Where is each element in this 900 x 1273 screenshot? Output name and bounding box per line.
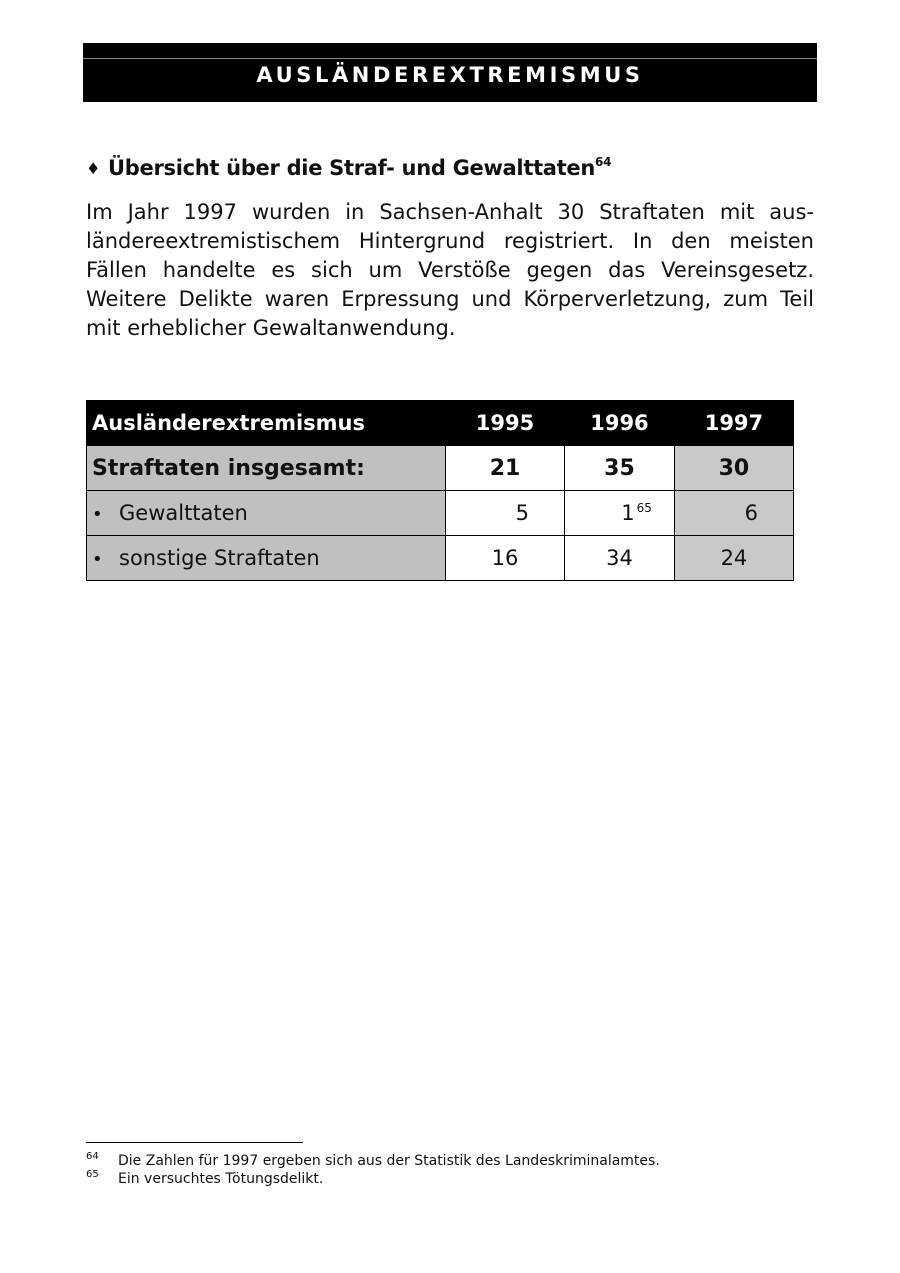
table-cell: 21 (445, 446, 564, 491)
section-heading (86, 153, 611, 184)
row-label (87, 491, 446, 536)
table-header-year: 1997 (674, 401, 793, 446)
table-cell: 16 (445, 536, 564, 581)
footnote-text: Ein versuchtes Tötungsdelikt. (118, 1171, 324, 1187)
table-cell (565, 491, 675, 536)
footnote-ref-64: 64 (595, 155, 612, 169)
row-label (87, 536, 446, 581)
body-paragraph: Im Jahr 1997 wurden in Sachsen-Anhalt 30 Straftaten mit aus-ländereextremistischem Hintergrund registriert. In den meisten Fällen handelte es sich um Verstöße gegen das Vereinsgesetz. Weitere Delikte waren Erpressung und Körperverletzung, zum Teil mit erheblicher Gewaltanwendung. (86, 200, 814, 340)
table-header-year: 1995 (445, 401, 564, 446)
row-label-text: Gewalttaten (119, 501, 248, 525)
footnote-number: 64 (86, 1151, 99, 1162)
table-cell: 30 (674, 446, 793, 491)
banner-rule (83, 58, 817, 59)
bullet-icon: • (92, 549, 103, 570)
table-cell-value: 1 (621, 501, 635, 525)
table-cell: 24 (674, 536, 793, 581)
footnote-ref-65: 65 (636, 501, 652, 515)
row-label-text: sonstige Straftaten (119, 546, 320, 570)
table-header-label: Ausländerextremismus (87, 401, 446, 446)
statistics-table (86, 400, 794, 581)
table-header-row (87, 401, 794, 446)
row-label (87, 446, 446, 491)
table-cell: 6 (674, 491, 793, 536)
section-heading-text: Übersicht über die Straf- und Gewalttaten (108, 156, 596, 180)
chapter-banner (83, 43, 817, 102)
table-row (87, 536, 794, 581)
footnote-separator (86, 1142, 303, 1143)
table-cell: 34 (565, 536, 675, 581)
bullet-icon: • (92, 504, 103, 525)
footnote-number: 65 (86, 1169, 99, 1180)
footnote-text: Die Zahlen für 1997 ergeben sich aus der Statistik des Landeskriminalamtes. (118, 1153, 660, 1169)
table-cell: 5 (445, 491, 564, 536)
diamond-bullet-icon: ♦ (86, 159, 101, 178)
table-row (87, 491, 794, 536)
table-header-year: 1996 (565, 401, 675, 446)
table-cell: 35 (565, 446, 675, 491)
row-label-text: Straftaten insgesamt: (92, 455, 365, 481)
chapter-title: AUSLÄNDEREXTREMISMUS (256, 63, 644, 87)
table-row-total (87, 446, 794, 491)
